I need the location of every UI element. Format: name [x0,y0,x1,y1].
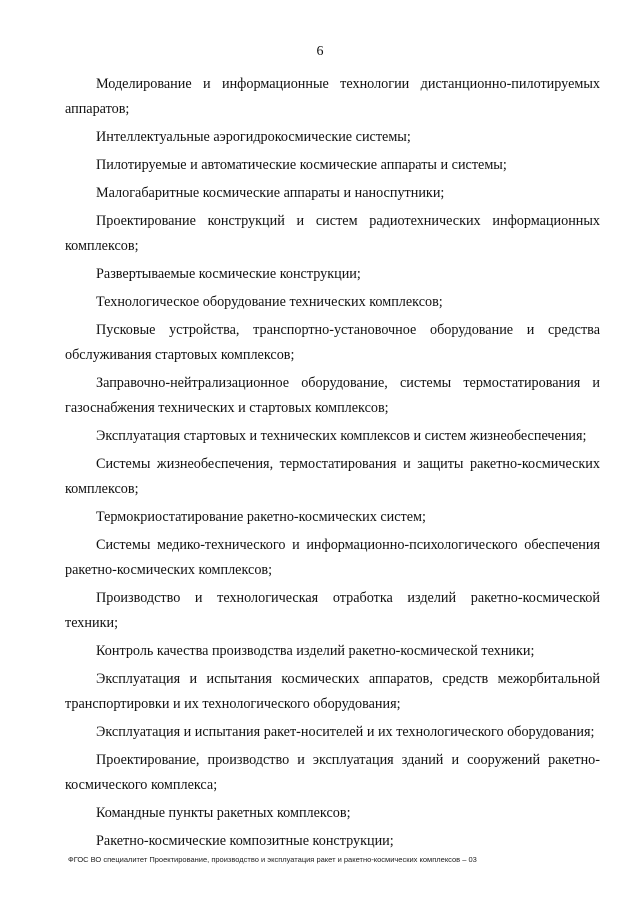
list-item: Развертываемые космические конструкции; [96,266,361,282]
list-item: Производство и технологическая отработка изделий ракетно-космической техники; [65,590,600,631]
list-item: Системы медико-технического и информационно-психологического обеспечения ракетно-космических комплексов; [65,537,600,578]
list-item: Пусковые устройства, транспортно-установочное оборудование и средства обслуживания стартовых комплексов; [65,322,600,363]
list-item: Эксплуатация и испытания ракет-носителей и их технологического оборудования; [96,724,595,740]
list-item: Технологическое оборудование технических комплексов; [96,294,443,310]
list-item: Моделирование и информационные технологии дистанционно-пилотируемых аппаратов; [65,76,600,117]
page-number: 6 [316,44,324,59]
list-item: Малогабаритные космические аппараты и наноспутники; [96,185,445,201]
list-item: Заправочно-нейтрализационное оборудование, системы термостатирования и газоснабжения технических и стартовых комплексов; [65,375,600,416]
list-item: Командные пункты ракетных комплексов; [96,805,351,821]
specialization-list [65,72,600,857]
page-footer: ФГОС ВО специалитет Проектирование, производство и эксплуатация ракет и ракетно-космических комплексов – 03 [68,855,477,864]
list-item: Контроль качества производства изделий ракетно-космической техники; [96,643,535,659]
list-item: Термокриостатирование ракетно-космических систем; [96,509,426,525]
list-item: Проектирование, производство и эксплуатация зданий и сооружений ракетно-космического комплекса; [65,752,600,793]
list-item: Эксплуатация и испытания космических аппаратов, средств межорбитальной транспортировки и их технологического оборудования; [65,671,600,712]
list-item: Системы жизнеобеспечения, термостатирования и защиты ракетно-космических комплексов; [65,456,600,497]
list-item: Пилотируемые и автоматические космические аппараты и системы; [96,157,507,173]
list-item: Эксплуатация стартовых и технических комплексов и систем жизнеобеспечения; [96,428,587,444]
list-item: Ракетно-космические композитные конструкции; [96,833,394,849]
list-item: Интеллектуальные аэрогидрокосмические системы; [96,129,411,145]
list-item: Проектирование конструкций и систем радиотехнических информационных комплексов; [65,213,600,254]
